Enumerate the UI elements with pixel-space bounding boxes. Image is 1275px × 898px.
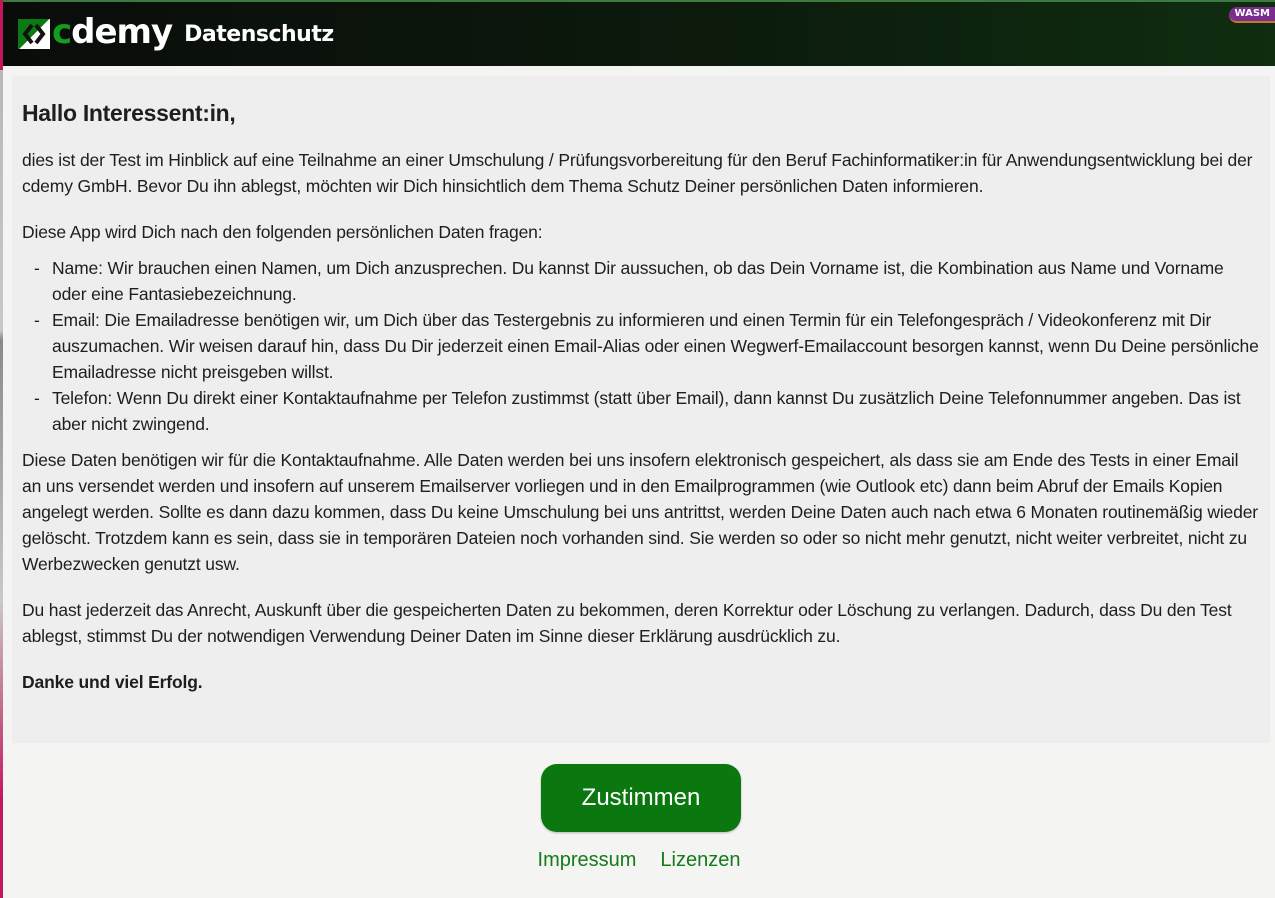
list-bullet: - bbox=[34, 388, 40, 408]
footer-links bbox=[3, 849, 1275, 872]
impressum-link[interactable]: Impressum bbox=[537, 849, 637, 871]
logo-wordmark bbox=[52, 12, 173, 52]
data-list-lead: Diese App wird Dich nach den folgenden persönlichen Daten fragen: bbox=[22, 222, 543, 242]
licenses-link[interactable]: Lizenzen bbox=[660, 849, 741, 871]
list-item-text: Telefon: Wenn Du direkt einer Kontaktaufnahme per Telefon zustimmst (statt über Email), dann kannst Du zusätzlich Deine Telefonnummer angeben. Das ist aber nicht zwingend. bbox=[52, 388, 1241, 434]
list-item-text: Email: Die Emailadresse benötigen wir, um Dich über das Testergebnis zu informieren und einen Termin für ein Telefongespräch / Videokonferenz mit Dir auszumachen. Wir weisen darauf hin, dass Du Dir jederzeit einen Email-Alias oder einen Wegwerf-Emailaccount besorgen kannst, wenn Du Deine persönliche Emailadresse nicht preisgeben willst. bbox=[52, 310, 1259, 382]
privacy-notice-card bbox=[12, 76, 1270, 743]
storage-paragraph: Diese Daten benötigen wir für die Kontaktaufnahme. Alle Daten werden bei uns insofern elektronisch gespeichert, als dass sie am Ende des Tests in einer Email an uns versendet werden und insofern auf unserem Emailserver vorliegen und in den Emailprogrammen (wie Outlook etc) dann beim Abruf der Emails Kopien angelegt werden. Sollte es dann dazu kommen, dass Du keine Umschulung bei uns antrittst, werden Deine Daten auch nach etwa 6 Monaten routinemäßig wieder gelöscht. Trotzdem kann es sein, dass sie in temporären Dateien noch vorhanden sind. Sie werden so oder so nicht mehr genutzt, nicht weiter verbreitet, nicht zu Werbezwecken genutzt usw. bbox=[22, 450, 1258, 574]
list-bullet: - bbox=[34, 258, 40, 278]
personal-data-list bbox=[22, 255, 1260, 437]
list-item-phone bbox=[22, 385, 1260, 437]
agree-button[interactable]: Zustimmen bbox=[541, 764, 741, 832]
list-bullet: - bbox=[34, 310, 40, 330]
cdemy-logo bbox=[18, 12, 173, 52]
greeting-heading: Hallo Interessent:in, bbox=[22, 100, 236, 126]
rights-paragraph: Du hast jederzeit das Anrecht, Auskunft über die gespeicherten Daten zu bekommen, deren Korrektur oder Löschung zu verlangen. Dadurch, dass Du den Test ablegst, stimmst Du der notwendigen Verwendung Deiner Daten im Sinne dieser Erklärung ausdrücklich zu. bbox=[22, 600, 1232, 646]
closing-text: Danke und viel Erfolg. bbox=[22, 672, 203, 692]
logo-wordmark-accent: c bbox=[52, 12, 72, 52]
list-item-text: Name: Wir brauchen einen Namen, um Dich anzusprechen. Du kannst Dir aussuchen, ob das Dein Vorname ist, die Kombination aus Name und Vorname oder eine Fantasiebezeichnung. bbox=[52, 258, 1224, 304]
list-item-email bbox=[22, 307, 1260, 385]
intro-paragraph: dies ist der Test im Hinblick auf eine Teilnahme an einer Umschulung / Prüfungsvorbereitung für den Beruf Fachinformatiker:in für Anwendungsentwicklung bei der cdemy GmbH. Bevor Du ihn ablegst, möchten wir Dich hinsichtlich dem Thema Schutz Deiner persönlichen Daten informieren. bbox=[22, 150, 1253, 196]
wasm-badge: WASM bbox=[1229, 7, 1275, 23]
app-header bbox=[3, 0, 1275, 66]
code-brackets-logo-icon bbox=[18, 19, 50, 49]
logo-wordmark-rest: demy bbox=[71, 12, 173, 52]
app-window bbox=[3, 0, 1275, 898]
page-title: Datenschutz bbox=[184, 21, 334, 47]
list-item-name bbox=[22, 255, 1260, 307]
